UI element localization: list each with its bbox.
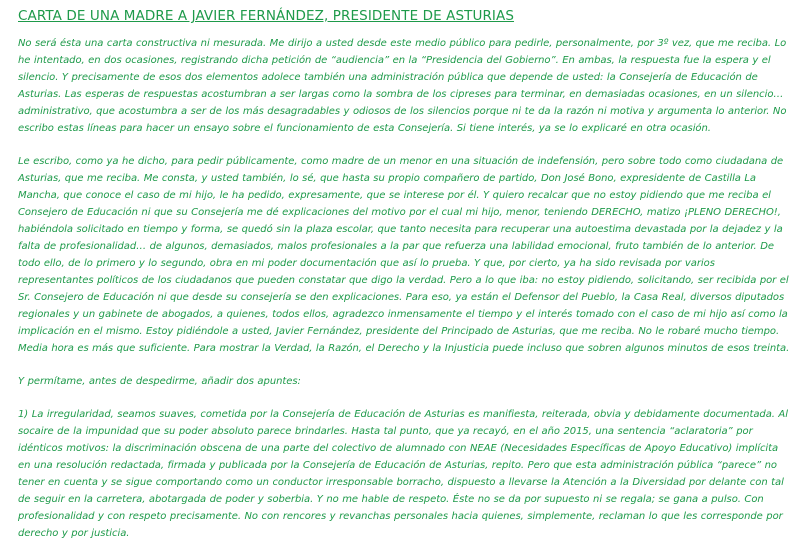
paragraph-point-one: 1) La irregularidad, seamos suaves, cometida por la Consejería de Educación de Asturias es manifiesta, reiterada, obvia y debidamente documentada. Al socaire de la impunidad que su poder absoluto parece brindarles. Hasta tal punto, que ya recayó, en el año 2015, una sentencia “aclaratoria” por idénticos motivos: la discriminación obscena de una parte del colectivo de alumnado con NEAE (Necesidades Específicas de Apoyo Educativo) implícita en una resolución redactada, firmada y publicada por la Consejería de Educación de Asturias, repito. Pero que esta administración pública “parece” no tener en cuenta y se sigue comportando como un conductor irresponsable borracho, dispuesto a llevarse la Atención a la Diversidad por delante con tal de seguir en la carretera, abotargada de poder y soberbia. Y no me hable de respeto. Éste no se da por supuesto ni se regala; se gana a pulso. Con profesionalidad y con respeto precisamente. No con rencores y revanchas personales hacia quienes, simplemente, reclaman lo que les corresponde por derecho y por justicia.: [18, 409, 788, 539]
paragraph-closing-intro: Y permítame, antes de despedirme, añadir dos apuntes:: [18, 376, 301, 387]
paragraph-request: Le escribo, como ya he dicho, para pedir públicamente, como madre de un menor en una situación de indefensión, pero sobre todo como ciudadana de Asturias, que me reciba. Me consta, y usted también, lo sé, que hasta su propio compañero de partido, Don José Bono, expresidente de Castilla La Mancha, que conoce el caso de mi hijo, le ha pedido, expresamente, que se interese por él. Y quiero recalcar que no estoy pidiendo que me reciba el Consejero de Educación ni que su Consejería me dé explicaciones del motivo por el cual mi hijo, menor, teniendo DERECHO, matizo ¡PLENO DERECHO!, habiéndola solicitado en tiempo y forma, se quedó sin la plaza escolar, que tanto necesita para recuperar una autoestima devastada por la dejadez y la falta de profesionalidad… de algunos, demasiados, malos profesionales a la par que refuerza una labilidad emocional, fruto también de lo anterior. De todo ello, de lo primero y lo segundo, obra en mi poder documentación que así lo prueba. Y que, por cierto, ya ha sido revisada por varios representantes políticos de los ciudadanos que pueden constatar que digo la verdad. Pero a lo que iba: no estoy pidiendo, solicitando, ser recibida por el Sr. Consejero de Educación ni que desde su consejería se den explicaciones. Para eso, ya están el Defensor del Pueblo, la Casa Real, diversos diputados regionales y un gabinete de abogados, a quienes, todos ellos, agradezco inmensamente el tiempo y el interés tomado con el caso de mi hijo así como la implicación en el mismo. Estoy pidiéndole a usted, Javier Fernández, presidente del Principado de Asturias, que me reciba. No le robaré mucho tiempo. Media hora es más que suficiente. Para mostrar la Verdad, la Razón, el Derecho y la Injusticia puede incluso que sobren algunos minutos de esos treinta.: [18, 156, 790, 354]
paragraph-intro: No será ésta una carta constructiva ni mesurada. Me dirijo a usted desde este medio público para pedirle, personalmente, por 3º vez, que me reciba. Lo he intentado, en dos ocasiones, registrando dicha petición de “audiencia” en la “Presidencia del Gobierno”. En ambas, la respuesta fue la espera y el silencio. Y precisamente de esos dos elementos adolece también una administración pública que depende de usted: la Consejería de Educación de Asturias. Las esperas de respuestas acostumbran a ser largas como la sombra de los cipreses para terminar, en demasiadas ocasiones, en un silencio… administrativo, que acostumbra a ser de los más desagradables y odiosos de los silencios porque ni te da la razón ni motiva y argumenta lo anterior. No escribo estas líneas para hacer un ensayo sobre el funcionamiento de esta Consejería. Si tiene interés, ya se lo explicaré en otra ocasión.: [18, 38, 787, 134]
letter-title: CARTA DE UNA MADRE A JAVIER FERNÁNDEZ, PRESIDENTE DE ASTURIAS: [18, 8, 515, 24]
